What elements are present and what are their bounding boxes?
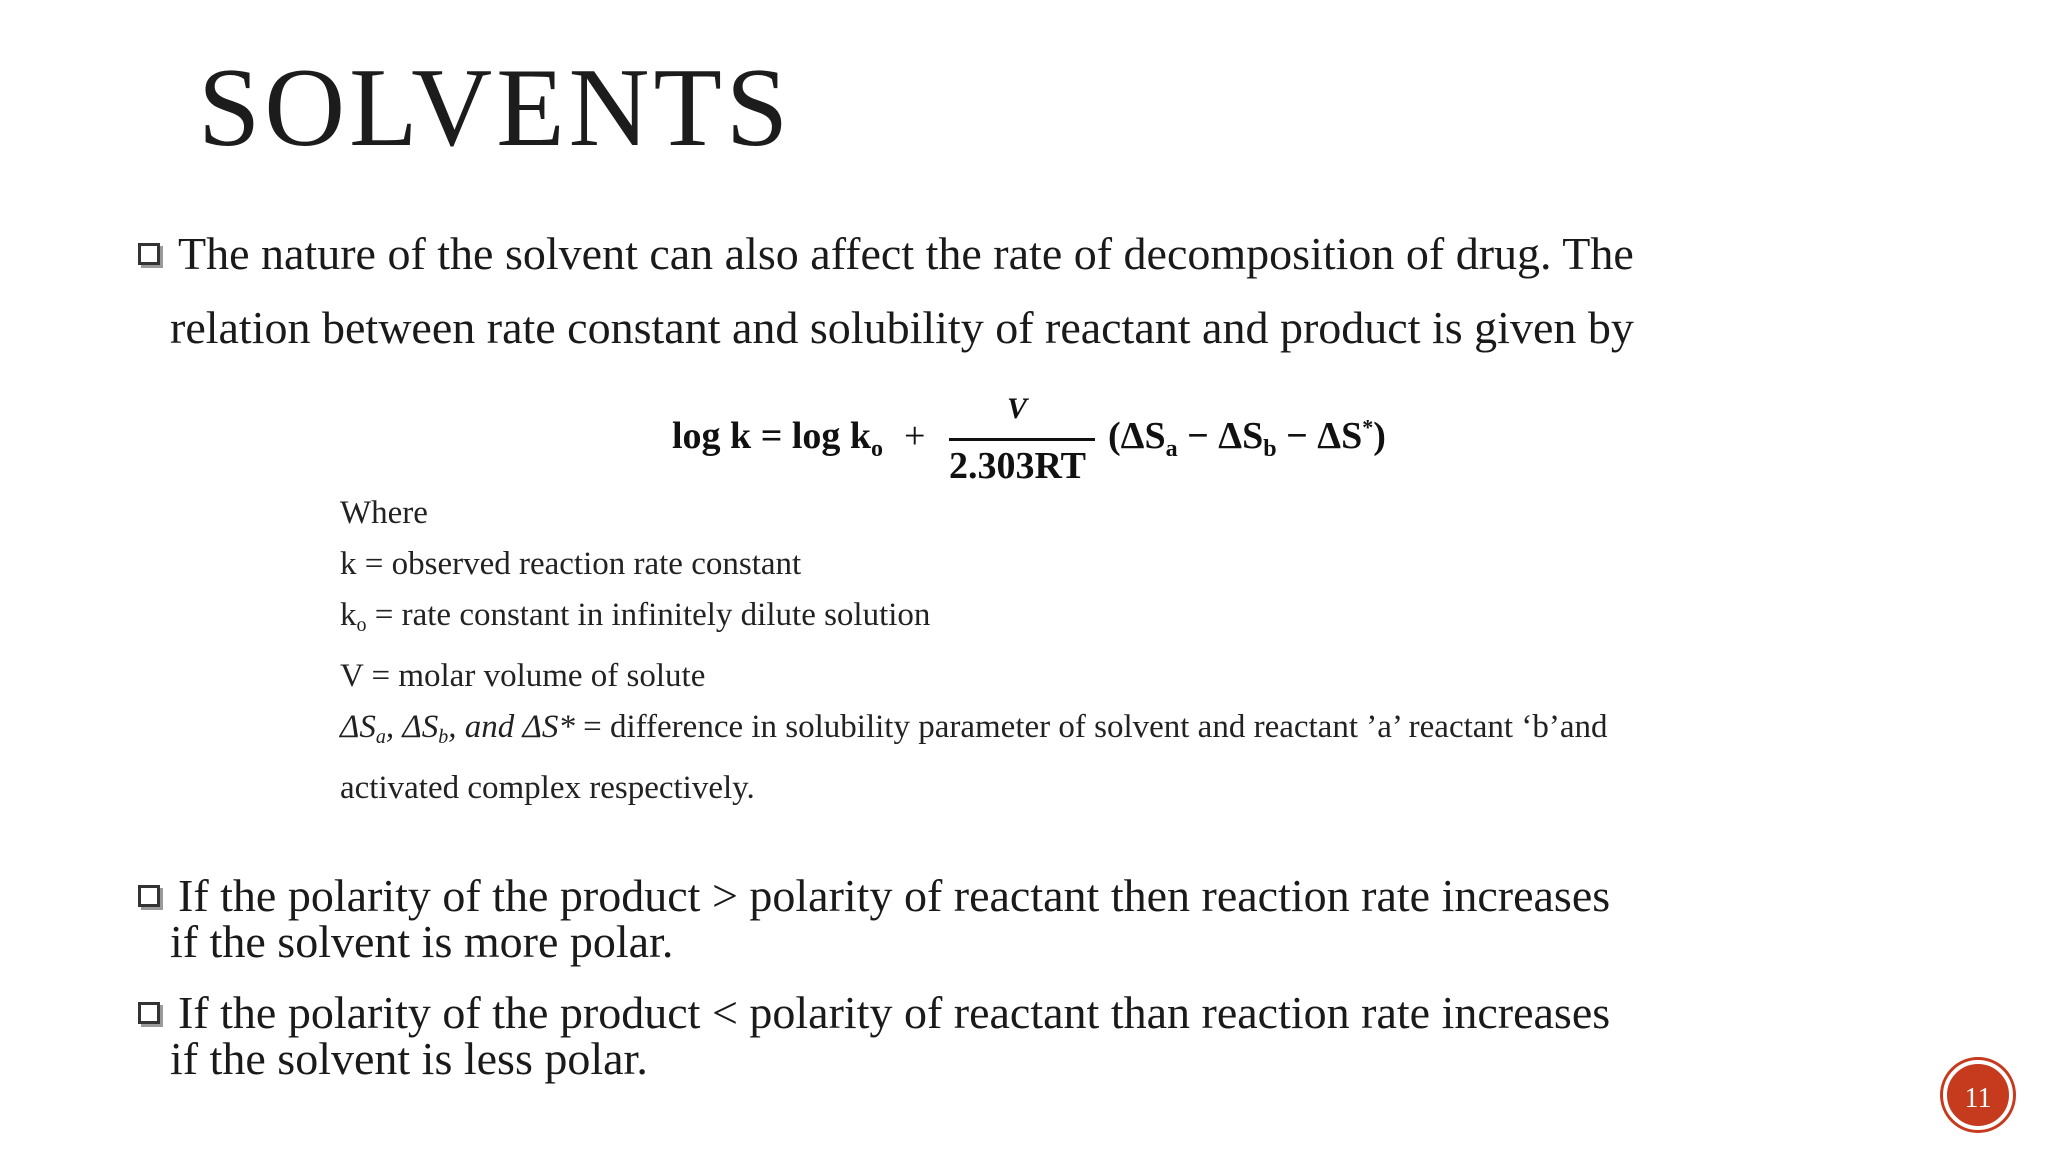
bullet-line-2: if the solvent is more polar.: [170, 916, 674, 967]
bullet-solvent-nature: [138, 217, 1938, 365]
def-ko: $k_o$ = rate constant in infinitely dilute solution: [340, 597, 931, 636]
formula-lhs: $\log k = \log k_o$: [672, 415, 884, 462]
checkbox-bullet-icon: [138, 1002, 160, 1024]
bullet-product-less-polar: [138, 987, 1938, 1084]
fraction-bar: [949, 438, 1095, 441]
bullet-line-2: relation between rate constant and solubility of reactant and product is given by: [170, 302, 1634, 353]
bullet-line-1: The nature of the solvent can also affect the rate of decomposition of drug. The: [178, 228, 1634, 279]
def-delta: $\Delta S_a$, $\Delta S_b$, and ΔS* = difference in solubility parameter of solvent and reactant ’a’ reactant ‘b’and: [340, 709, 1608, 748]
checkbox-bullet-icon: [138, 243, 160, 265]
bullet-line-2: if the solvent is less polar.: [170, 1033, 648, 1084]
page-number-badge: 11: [1943, 1060, 2013, 1130]
def-delta-continued: activated complex respectively.: [340, 770, 755, 806]
def-k: k = observed reaction rate constant: [340, 546, 802, 582]
bullet-line-1: If the polarity of the product > polarity of reactant then reaction rate increases: [178, 870, 1611, 921]
bullet-product-more-polar: [138, 870, 1938, 967]
formula-parenthetical: $(\Delta S_a - \Delta S_b - \Delta S^*)$: [1108, 414, 1386, 462]
formula-plus: +: [904, 415, 926, 457]
where-label: Where: [340, 495, 428, 531]
formula-numerator: V: [1007, 392, 1028, 425]
definitions-block: [340, 488, 1607, 814]
slide-title: SOLVENTS: [198, 46, 793, 170]
def-v: V = molar volume of solute: [340, 658, 706, 694]
checkbox-bullet-icon: [138, 885, 160, 907]
formula-denominator: 2.303RT: [949, 445, 1086, 487]
bullet-line-1: If the polarity of the product < polarity of reactant than reaction rate increases: [178, 987, 1611, 1038]
